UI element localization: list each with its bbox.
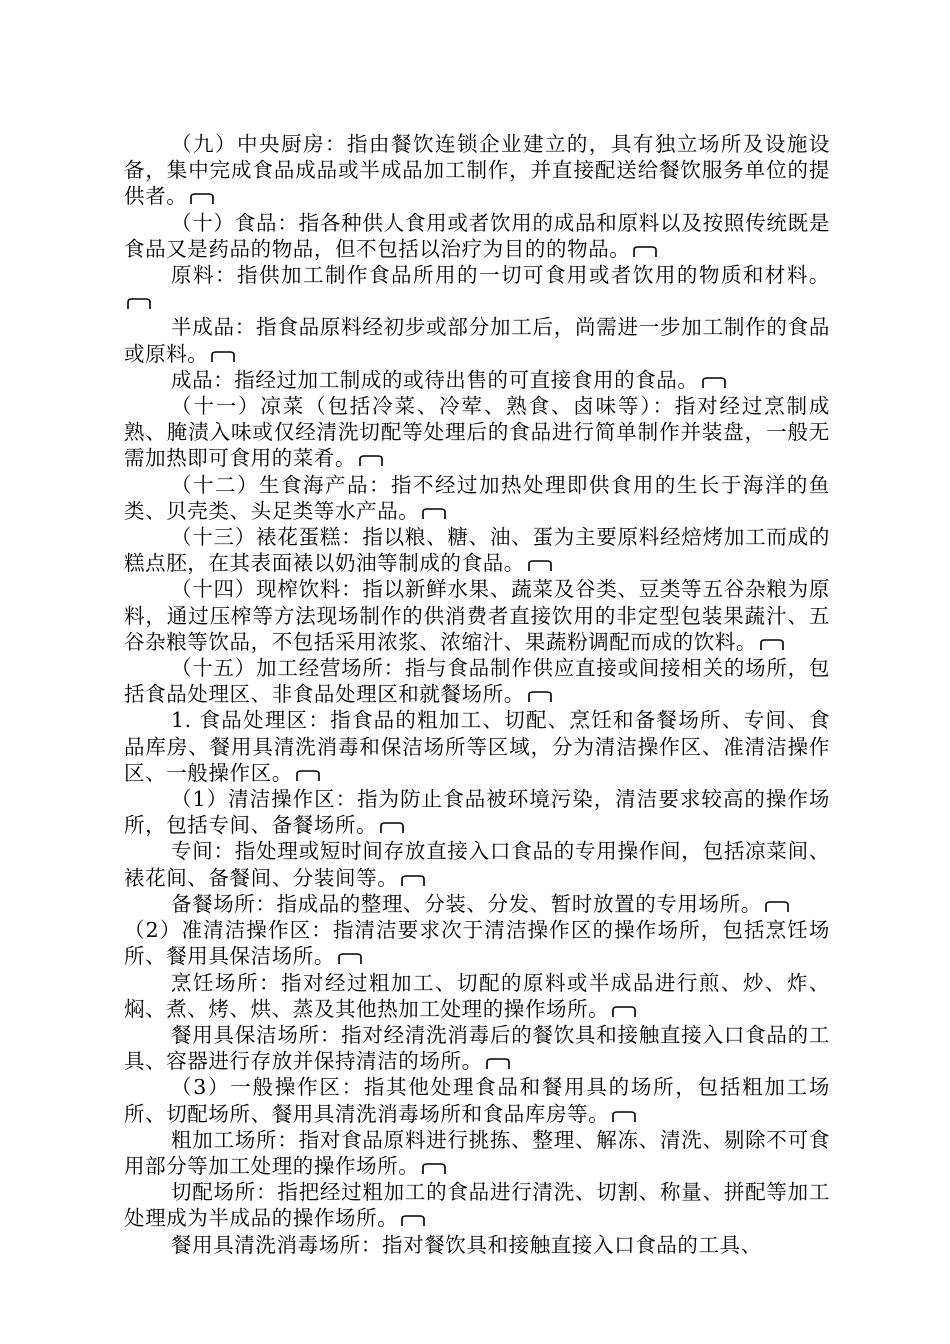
paragraph-text: （十四）现榨饮料：指以新鲜水果、蔬菜及谷类、豆类等五谷杂粮为原料，通过压榨等方法现场制作的供消费者直接饮用的非定型包装果蔬汁、五谷杂粮等饮品，不包括采用浓浆、浓缩汁、果蔬粉调配而成的饮料。 [124, 577, 830, 654]
paragraph-mark-icon [337, 953, 363, 965]
paragraph [124, 131, 830, 210]
paragraph-text: 专间：指处理或短时间存放直接入口食品的专用操作间，包括凉菜间、裱花间、备餐间、分装间等。 [124, 839, 830, 890]
paragraph [124, 524, 830, 576]
paragraph [124, 786, 830, 838]
paragraph [124, 1232, 830, 1258]
paragraph [124, 707, 830, 786]
paragraph [124, 576, 830, 655]
paragraph-text: （1）清洁操作区：指为防止食品被环境污染，清洁要求较高的操作场所，包括专间、备餐场所。 [124, 787, 830, 838]
paragraph-text: 切配场所：指把经过粗加工的食品进行清洗、切割、称量、拼配等加工处理成为半成品的操作场所。 [124, 1180, 830, 1231]
paragraph-mark-icon [210, 351, 236, 363]
paragraph-mark-icon [400, 875, 426, 887]
paragraph [124, 1022, 830, 1074]
paragraph-mark-icon [295, 770, 321, 782]
paragraph-mark-icon [611, 1111, 637, 1123]
paragraph [124, 393, 830, 472]
paragraph [124, 210, 830, 262]
paragraph [124, 917, 830, 969]
paragraph [124, 838, 830, 890]
paragraph-mark-icon [527, 560, 553, 572]
paragraph [124, 472, 830, 524]
paragraph-mark-icon [759, 639, 785, 651]
paragraph [124, 891, 830, 917]
paragraph-mark-icon [632, 246, 658, 258]
paragraph-mark-icon [701, 377, 727, 389]
paragraph [124, 262, 830, 314]
paragraph-mark-icon [126, 298, 152, 310]
paragraph [124, 367, 830, 393]
paragraph-mark-icon [527, 691, 553, 703]
paragraph [124, 970, 830, 1022]
paragraph-mark-icon [400, 1215, 426, 1227]
paragraph-text: 粗加工场所：指对食品原料进行挑拣、整理、解冻、清洗、剔除不可食用部分等加工处理的操作场所。 [124, 1127, 830, 1178]
paragraph-mark-icon [421, 508, 447, 520]
paragraph [124, 1074, 830, 1126]
paragraph-mark-icon [189, 193, 215, 205]
paragraph-text: 餐用具保洁场所：指对经清洗消毒后的餐饮具和接触直接入口食品的工具、容器进行存放并保持清洁的场所。 [124, 1022, 830, 1074]
paragraph-text: 原料：指供加工制作食品所用的一切可食用或者饮用的物质和材料。 [171, 263, 830, 288]
paragraph-mark-icon [485, 1058, 511, 1070]
paragraph-text: 成品：指经过加工制成的或待出售的可直接食用的食品。 [171, 367, 699, 392]
paragraph-text: （九）中央厨房：指由餐饮连锁企业建立的，具有独立场所及设施设备，集中完成食品成品或半成品加工制作，并直接配送给餐饮服务单位的提供者。 [124, 132, 830, 209]
paragraph-text: （十）食品：指各种供人食用或者饮用的成品和原料以及按照传统既是食品又是药品的物品，但不包括以治疗为目的的物品。 [124, 210, 830, 261]
document-body [124, 131, 830, 1258]
paragraph-text: （十二）生食海产品：指不经过加热处理即供食用的生长于海洋的鱼类、贝壳类、头足类等水产品。 [124, 472, 830, 523]
paragraph-text: （3）一般操作区：指其他处理食品和餐用具的场所，包括粗加工场所、切配场所、餐用具清洗消毒场所和食品库房等。 [124, 1075, 830, 1126]
paragraph-text: 1. 食品处理区：指食品的粗加工、切配、烹饪和备餐场所、专间、食品库房、餐用具清洗消毒和保洁场所等区域，分为清洁操作区、准清洁操作区、一般操作区。 [124, 708, 830, 785]
paragraph-mark-icon [764, 901, 790, 913]
paragraph-text: 半成品：指食品原料经初步或部分加工后，尚需进一步加工制作的食品或原料。 [124, 315, 830, 366]
paragraph [124, 1179, 830, 1231]
paragraph-text: 备餐场所：指成品的整理、分装、分发、暂时放置的专用场所。 [171, 891, 762, 916]
paragraph [124, 1127, 830, 1179]
paragraph-mark-icon [358, 455, 384, 467]
paragraph [124, 655, 830, 707]
paragraph-text: （十三）裱花蛋糕：指以粮、糖、油、蛋为主要原料经焙烤加工而成的糕点胚，在其表面裱以奶油等制成的食品。 [124, 525, 830, 576]
paragraph-text: 餐用具清洗消毒场所：指对餐饮具和接触直接入口食品的工具、 [171, 1232, 762, 1257]
paragraph-text: 烹饪场所：指对经过粗加工、切配的原料或半成品进行煎、炒、炸、焖、煮、烤、烘、蒸及其他热加工处理的操作场所。 [124, 970, 830, 1021]
paragraph-text: （十五）加工经营场所：指与食品制作供应直接或间接相关的场所，包括食品处理区、非食品处理区和就餐场所。 [124, 656, 830, 707]
paragraph-mark-icon [379, 822, 405, 834]
paragraph-mark-icon [611, 1006, 637, 1018]
paragraph-text: （十一）凉菜（包括冷菜、冷荤、熟食、卤味等）：指对经过烹制成熟、腌渍入味或仅经清洗切配等处理后的食品进行简单制作并装盘，一般无需加热即可食用的菜肴。 [124, 394, 830, 471]
paragraph [124, 314, 830, 366]
paragraph-text: （2）准清洁操作区：指清洁要求次于清洁操作区的操作场所，包括烹饪场所、餐用具保洁场所。 [124, 918, 830, 969]
paragraph-mark-icon [421, 1163, 447, 1175]
